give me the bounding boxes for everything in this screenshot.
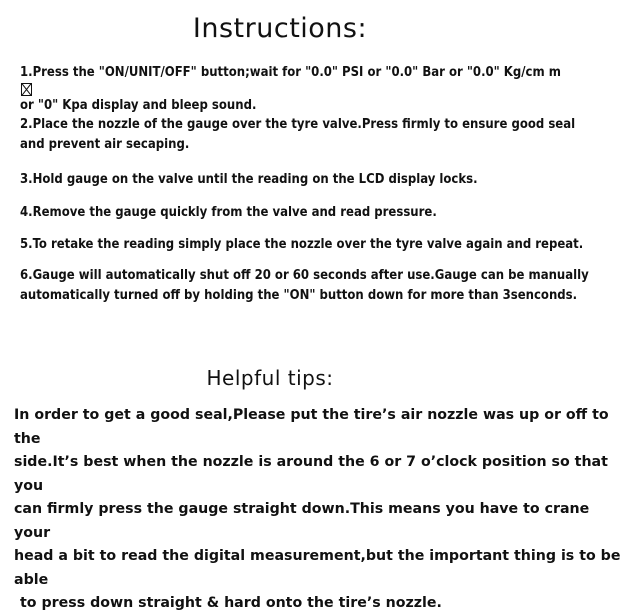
instruction-step-2-line-2: and prevent air secaping.: [20, 137, 190, 152]
instruction-step-5-line-1: 5.To retake the reading simply place the nozzle over the tyre valve again and repeat.: [20, 237, 584, 252]
instruction-step-6-line-2: automatically turned off by holding the "ON" button down for more than 3senconds.: [20, 288, 578, 303]
tips-line-1: In order to get a good seal,Please put the tire’s air nozzle was up or off to the: [14, 407, 609, 447]
tips-line-4: head a bit to read the digital measurement,but the important thing is to be able: [14, 548, 621, 588]
tips-line-3: can firmly press the gauge straight down.This means you have to crane your: [14, 501, 590, 541]
instruction-step-4-line-1: 4.Remove the gauge quickly from the valve and read pressure.: [20, 205, 437, 220]
instruction-step-2: [20, 115, 575, 155]
helpful-tips-paragraph: [14, 404, 629, 616]
instruction-step-2-line-1: 2.Place the nozzle of the gauge over the tyre valve.Press firmly to ensure good seal: [20, 117, 576, 132]
instruction-step-6-line-1: 6.Gauge will automatically shut off 20 or 60 seconds after use.Gauge can be manually: [20, 268, 589, 283]
helpful-tips-title: Helpful tips:: [206, 366, 334, 390]
instruction-step-5: [20, 235, 583, 255]
tips-line-2: side.It’s best when the nozzle is around the 6 or 7 o’clock position so that you: [14, 454, 608, 494]
instruction-step-3: [20, 170, 478, 190]
tips-line-5: to press down straight & hard onto the tire’s nozzle.: [20, 595, 442, 611]
instruction-step-1-line-1: 1.Press the "ON/UNIT/OFF" button;wait for "0.0" PSI or "0.0" Bar or "0.0" Kg/cm m: [20, 63, 561, 96]
instruction-step-1-line-2: or "0" Kpa display and bleep sound.: [20, 98, 257, 113]
instruction-step-1: [20, 63, 561, 116]
instructions-title: Instructions:: [192, 13, 368, 44]
instruction-step-3-line-1: 3.Hold gauge on the valve until the reading on the LCD display locks.: [20, 172, 478, 187]
instruction-step-4: [20, 203, 437, 223]
missing-glyph-icon: [21, 83, 32, 96]
instruction-step-6: [20, 266, 589, 306]
